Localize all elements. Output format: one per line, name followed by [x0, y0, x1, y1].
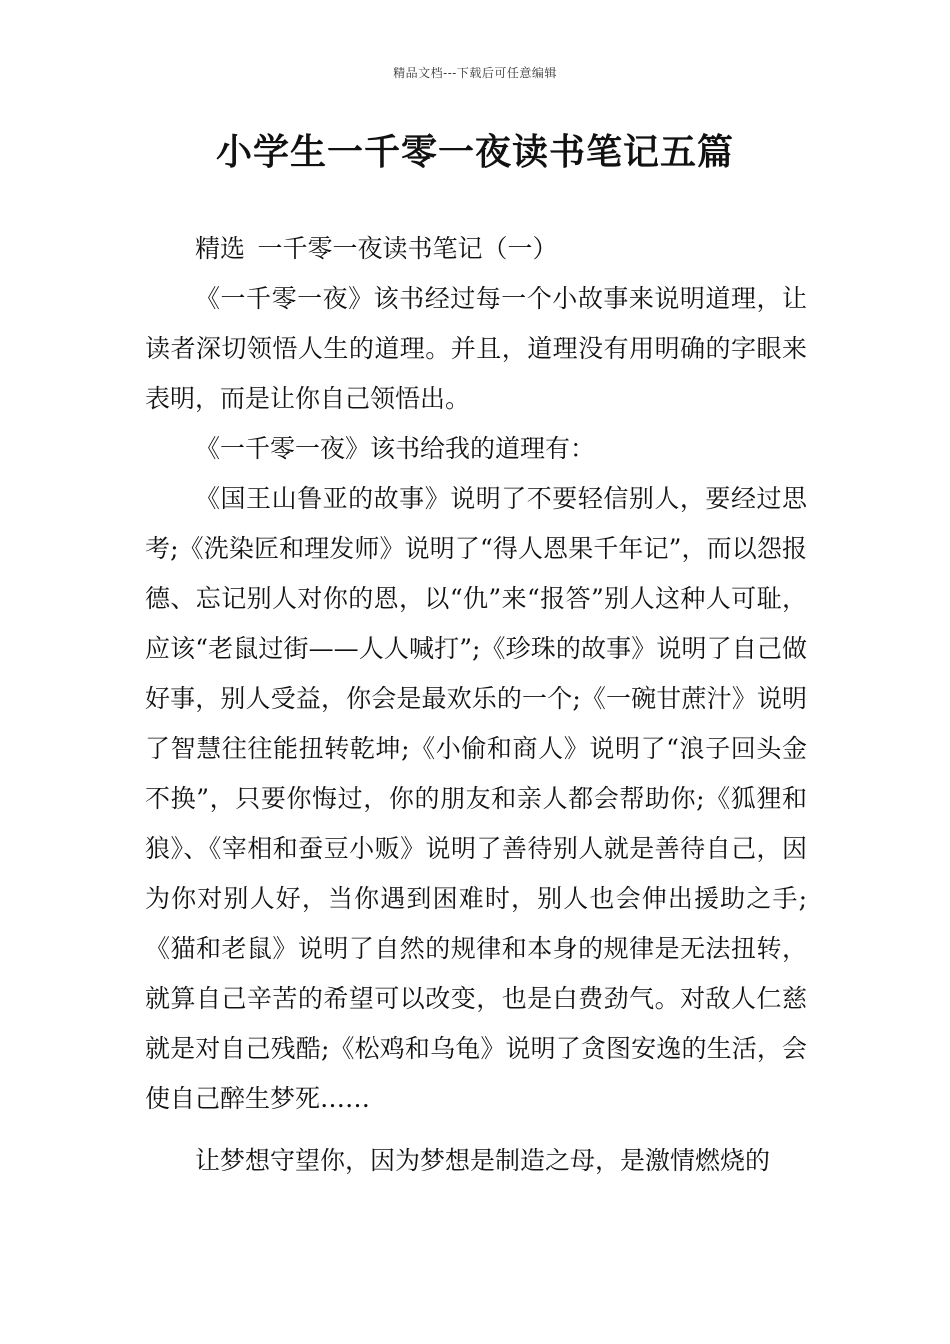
page-header-note: 精品文档---下载后可任意编辑	[393, 66, 557, 80]
document-body	[145, 224, 807, 1186]
paragraph-dream: 让梦想守望你，因为梦想是制造之母，是激情燃烧的	[195, 1146, 771, 1175]
paragraph-lessons-lead: 《一千零一夜》该书给我的道理有：	[195, 434, 596, 463]
paragraph-lessons-list: 《国王山鲁亚的故事》说明了不要轻信别人，要经过思考;《洗染匠和理发师》说明了“得人恩果千年记”，而以怨报德、忘记别人对你的恩，以“仇”来“报答”别人这种人可耻，应该“老鼠过街——人人喊打”;《珍珠的故事》说明了自己做好事，别人受益，你会是最欢乐的一个;《一碗甘蔗汁》说明了智慧往往能扭转乾坤;《小偷和商人》说明了“浪子回头金不换”，只要你悔过，你的朋友和亲人都会帮助你;《狐狸和狼》、《宰相和蚕豆小贩》说明了善待别人就是善待自己，因为你对别人好，当你遇到困难时，别人也会伸出援助之手;《猫和老鼠》说明了自然的规律和本身的规律是无法扭转，就算自己辛苦的希望可以改变，也是白费劲气。对敌人仁慈就是对自己残酷;《松鸡和乌龟》说明了贪图安逸的生活，会使自己醉生梦死……	[145, 484, 807, 1113]
section-heading-prefix: 精选	[195, 234, 246, 263]
document-title: 小学生一千零一夜读书笔记五篇	[215, 132, 734, 173]
section-heading	[145, 224, 807, 274]
paragraph-intro: 《一千零一夜》该书经过每一个小故事来说明道理，让读者深切领悟人生的道理。并且，道理没有用明确的字眼来表明，而是让你自己领悟出。	[145, 284, 807, 413]
section-heading-text: 一千零一夜读书笔记（一）	[257, 234, 558, 263]
